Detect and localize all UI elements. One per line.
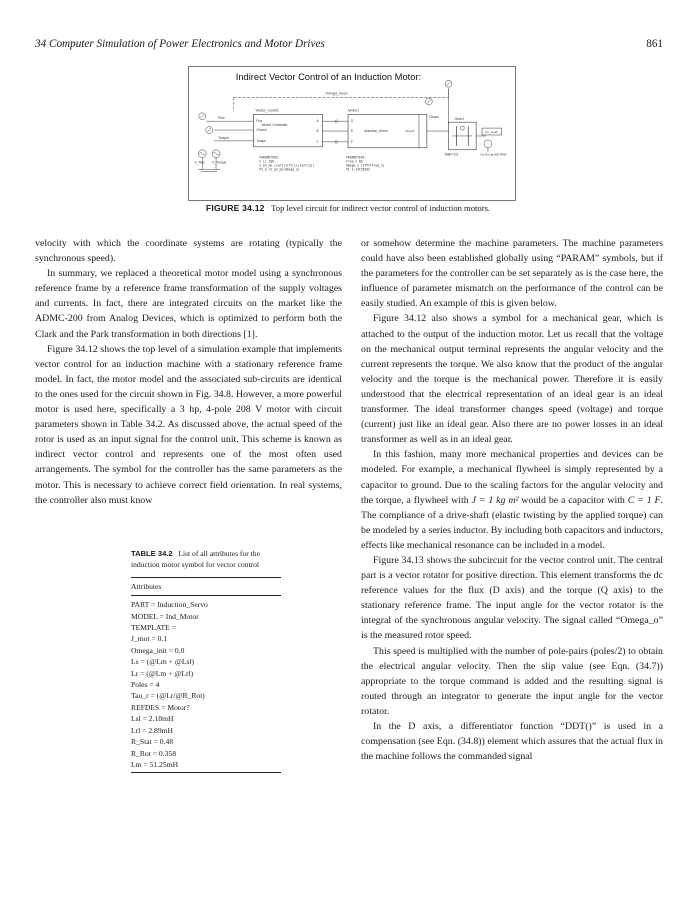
flywheel-inertia-equation: J = 1 kg m² — [471, 494, 519, 506]
right-column — [361, 236, 663, 764]
table-row: MODEL = Ind_Motor — [131, 611, 199, 621]
flux-label: Flux — [218, 116, 225, 121]
params-right-line-3: Omega_e (2*PI*Freq_n) — [346, 163, 385, 168]
right-paragraph-3-part-c: . The compliance of a drive-shaft (elastic twisting by the applied torque) can be modeled by a series inductor. By including both capacitors and inductors, effects like mechanical resonance can be included in a model. — [361, 494, 664, 551]
table-caption — [131, 548, 281, 571]
running-head-title: 34 Computer Simulation of Power Electronics and Motor Drives — [35, 38, 325, 50]
params-right-line-4: PI 3.14159265 — [346, 167, 370, 172]
port-a-label: A — [316, 119, 319, 124]
vflux-label: V_Flux — [194, 160, 205, 165]
table-row: Lm = 51.25mH — [131, 759, 179, 769]
port-e-label: E — [351, 129, 354, 134]
gear-label: Gear1 — [454, 117, 465, 122]
port-f-label: F — [351, 139, 353, 144]
capacitance-equation: C = 1 F — [627, 494, 661, 506]
right-paragraph-4: Figure 34.13 shows the subcircuit for the vector control unit. The central part is a vector rotator for positive direction. This element transforms the dc reference values for the flux (D axis) and the torque (Q axis) to the stationary reference frame. The input angle for the vector rotator is the integral of the synchronous angular velocity. The signal called “Omega_o” is the measured rotor speed. — [361, 554, 663, 642]
figure-caption — [0, 203, 696, 213]
motor-omech-pin: Omech — [405, 129, 415, 134]
table-bottom-rule — [131, 772, 281, 773]
controller-title: Vector Controller — [261, 123, 288, 128]
params-left-line-1: PARAMETERS: — [259, 155, 280, 160]
controller-pin-flux: Flux — [256, 119, 263, 124]
table-row: PART = Induction_Servo — [131, 600, 208, 610]
controller-pin-torque: Torque — [256, 138, 267, 143]
table-header-rule — [131, 595, 281, 596]
port-c-label: C — [316, 139, 319, 144]
table-label: TABLE 34.2 — [131, 549, 173, 558]
table-row: Omega_init = 0.0 — [131, 645, 185, 655]
table-row: Lrl = 2.89mH — [131, 725, 174, 735]
params-left-line-3: V_ph_pk (sqrt(2)*V_LL/sqrt(3)) — [259, 163, 315, 168]
omega-label: Omega_mech — [325, 91, 348, 96]
controller-pin-omech: Omech — [256, 128, 267, 133]
torque-input-label: Torque — [218, 135, 229, 140]
figure-caption-text: Top level circuit for indirect vector control of induction motors. — [271, 203, 491, 213]
load-params: 3.6 Nm @ 800 RPM — [480, 152, 507, 157]
page-number: 861 — [646, 38, 663, 50]
right-paragraph-1: or somehow determine the machine parameters. The machine parameters could have also been established globally using “PARAM” symbols, but if the parameters for the controller can be set separately as is the case here, the influence of parameter mismatch on the performance of the control can be easily studied. An example of this is given below. — [361, 238, 663, 310]
params-right-line-1: PARAMETERS: — [346, 155, 367, 160]
gear-icon — [460, 126, 464, 130]
right-paragraph-3-part-a: In this fashion, many more mechanical properties and devices can be modeled. For example, a mechanical flywheel is simply represented by a capacitor to ground. Due to the scaling factors for the angular velocity and the torque, a flywheel with — [361, 449, 663, 506]
torque-output-label: Torque — [428, 115, 440, 120]
left-paragraph-1: velocity with which the coordinate systems are rotating (typically the synchronous speed). — [35, 238, 342, 265]
figure-34-12 — [188, 66, 516, 201]
load-source-icon — [484, 140, 492, 148]
table-row: TEMPLATE = — [131, 623, 176, 633]
circuit-schematic — [189, 67, 515, 200]
table-row: Tau_r = (@Lr/@R_Rot) — [131, 691, 205, 701]
port-d-label: D — [351, 119, 354, 124]
table-row: J_mot = 0.1 — [131, 634, 168, 644]
vtorque-label: V_Torque — [212, 160, 227, 165]
left-paragraph-3: Figure 34.12 shows the top level of a simulation example that implements vector control for an induction machine with a stationary reference frame model. In fact, the motor model and the associated sub-circuits are identical to the ones used for the circuit shown in Fig. 34.8. However, a more powerful motor is used here, specifically a 3 hp, 4-pole 208 V motor with circuit parameters shown in Table 34.2. As discussed above, the actual speed of the rotor is used as an input signal for the control unit. This scheme is known as indirect vector control and represents one of the most often used arrangements. The symbol for the controller has the same parameters as the motor. This is necessary to achieve correct field orientation. In real systems, the controller also must know — [35, 343, 342, 506]
params-right-line-2: Freq_n 60 — [346, 159, 363, 164]
figure-caption-label: FIGURE 34.12 — [205, 203, 265, 213]
table-row: Ls = (@Lm + @Lsl) — [131, 657, 195, 667]
right-paragraph-3 — [361, 447, 663, 553]
table-title: List of all attributes for the induction motor symbol for vector control — [131, 549, 260, 570]
table-row: Lsl = 2.18mH — [131, 714, 174, 724]
table-row: Poles = 4 — [131, 680, 160, 690]
right-paragraph-2: Figure 34.12 also shows a symbol for a mechanical gear, which is attached to the output of the induction motor. Let us recall that the voltage on the mechanical output terminal represents the angular velocity and the current represents the torque. We also know that the product of the angular velocity and the torque is the mechanical power. Therefore it is easily understood that the electrical representation of an ideal gear is an ideal transformer. The ideal transformer changes speed (voltage) and torque (current) just like an ideal gear. Also there are no power losses in an ideal transformer as well as in an ideal gear. — [361, 313, 663, 446]
gear-ratio-label: Ratio=3.5 — [444, 152, 459, 157]
table-header: Attributes — [131, 581, 162, 591]
right-paragraph-6: In the D axis, a differentiator function “DDT()” is used in a compensation (see Eqn. (34.8)) element which assures that the actual flux in the machine follows the commanded signal — [361, 721, 663, 763]
left-paragraph-2: In summary, we replaced a theoretical motor model using a synchronous reference frame by a reference frame transformation of the supply voltages and currents. In fact, there are integrated circuits on the market like the ADMC-200 from Analog Devices, which is optimized to perform both the Clark and the Park transformation in both directions [1]. — [35, 268, 342, 340]
controller-instance-label: Vector_Contrl1 — [255, 108, 279, 113]
right-paragraph-5: This speed is multiplied with the number of pole-pairs (poles/2) to obtain the electrical angular velocity. Then the slip value (see Eqn. (34.7)) appropriate to the torque command is added and the resulting signal is routed through an integrator to generate the input angle for the vector rotator. — [361, 645, 663, 717]
table-34-2 — [131, 548, 281, 773]
right-paragraph-3-part-b: would be a capacitor with — [521, 494, 625, 506]
running-header — [35, 38, 663, 54]
motor-title: Induction_Servo — [363, 129, 388, 134]
figure-title: Indirect Vector Control of an Induction Motor: — [235, 71, 422, 82]
table-row: R_Rot = 0.358 — [131, 748, 176, 758]
motor-instance-label: Motor1 — [348, 108, 360, 113]
table-row: R_Stat = 0.48 — [131, 737, 174, 747]
port-b-label: B — [316, 129, 319, 134]
table-row: Lr = (@Lm + @Lrl) — [131, 668, 194, 678]
params-left-line-2: V_LL 208 — [259, 159, 275, 164]
params-left-line-4: PS_e (V_ph_pk/Omega_e) — [259, 167, 300, 172]
load-label: Lm_Load — [485, 130, 498, 135]
left-column — [35, 236, 342, 508]
table-row: REFDES = Motor? — [131, 702, 190, 712]
